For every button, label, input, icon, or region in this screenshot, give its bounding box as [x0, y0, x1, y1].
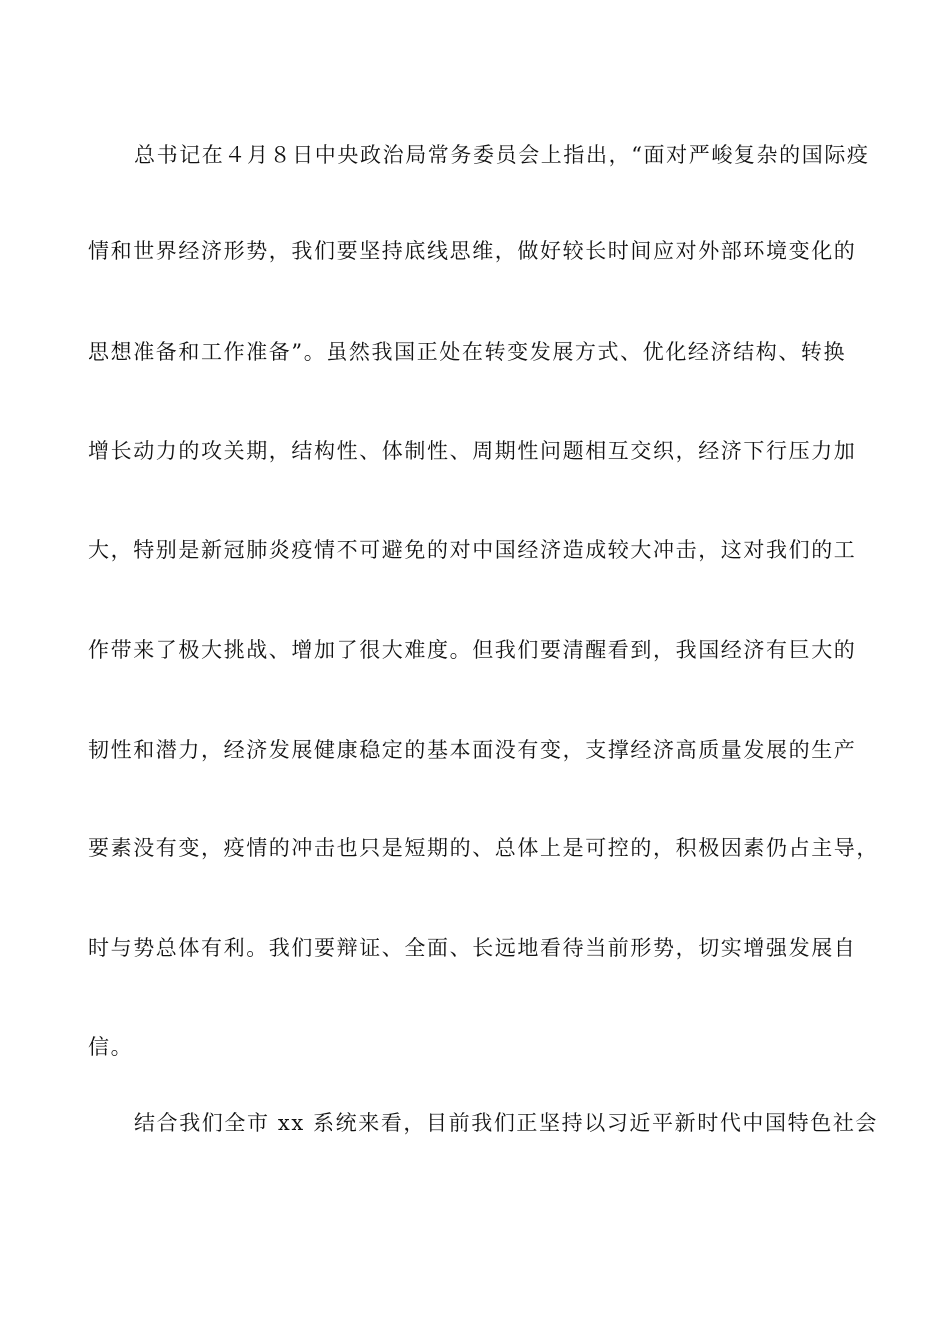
- text-line: 时与势总体有利。我们要辩证、全面、长远地看待当前形势，切实增强发展自: [88, 936, 857, 960]
- text-line: 总书记在４月８日中央政治局常务委员会上指出，“面对严峻复杂的国际疫: [134, 143, 870, 167]
- text-line: 信。: [88, 1035, 134, 1059]
- text-line: 大，特别是新冠肺炎疫情不可避免的对中国经济造成较大冲击，这对我们的工: [88, 538, 857, 562]
- text-line: 思想准备和工作准备”。虽然我国正处在转变发展方式、优化经济结构、转换: [88, 340, 847, 364]
- text-line: 增长动力的攻关期，结构性、体制性、周期性问题相互交织，经济下行压力加: [88, 439, 857, 463]
- text-line: 作带来了极大挑战、增加了很大难度。但我们要清醒看到，我国经济有巨大的: [88, 638, 857, 662]
- text-line: 韧性和潜力，经济发展健康稳定的基本面没有变，支撑经济高质量发展的生产: [88, 738, 857, 762]
- text-line: 要素没有变，疫情的冲击也只是短期的、总体上是可控的，积极因素仍占主导，: [88, 836, 879, 860]
- text-line: 情和世界经济形势，我们要坚持底线思维，做好较长时间应对外部环境变化的: [88, 239, 857, 263]
- text-line: 结合我们全市 xx 系统来看，目前我们正坚持以习近平新时代中国特色社会: [134, 1111, 879, 1135]
